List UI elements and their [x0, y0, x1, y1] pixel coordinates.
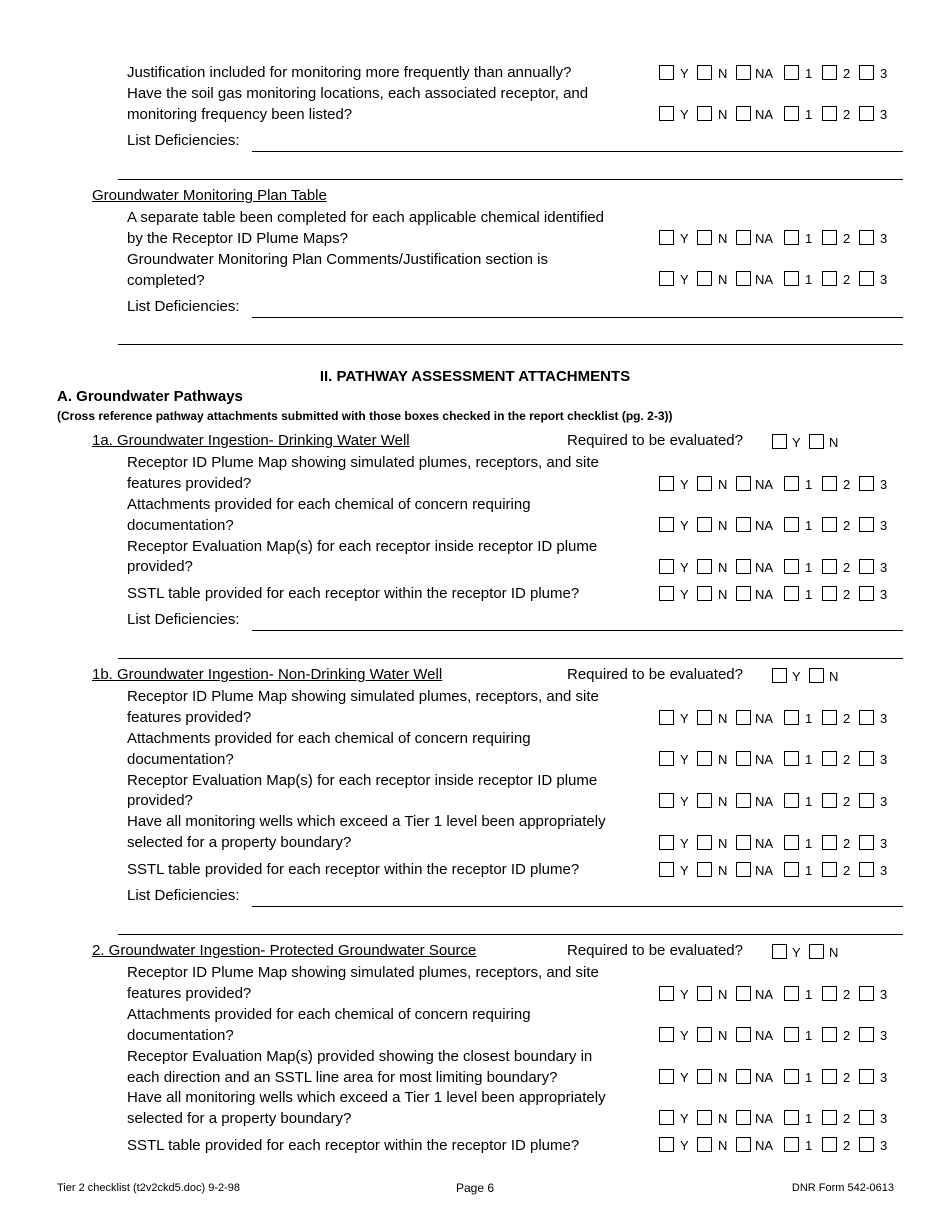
- checkbox-2[interactable]: [822, 1069, 837, 1084]
- checkbox-na-label: NA: [755, 1138, 774, 1153]
- question-text: A separate table been completed for each applicable chemical identified: [127, 209, 604, 226]
- checkbox-2-label: 2: [843, 794, 851, 809]
- checkbox-1[interactable]: [784, 1027, 799, 1042]
- checkbox-na[interactable]: [736, 559, 751, 574]
- list-deficiencies-label: List Deficiencies:: [127, 611, 240, 628]
- checkbox-2[interactable]: [822, 793, 837, 808]
- checkbox-2-label: 2: [843, 66, 851, 81]
- checkbox-2[interactable]: [822, 1137, 837, 1152]
- deficiencies-line[interactable]: [252, 906, 903, 907]
- checkbox-1[interactable]: [784, 586, 799, 601]
- checkbox-n-label: N: [718, 1138, 728, 1153]
- checkbox-2-label: 2: [843, 477, 851, 492]
- required-y-checkbox-label: Y: [792, 945, 801, 960]
- checkbox-na[interactable]: [736, 862, 751, 877]
- question-text: SSTL table provided for each receptor within the receptor ID plume?: [127, 585, 580, 602]
- checkbox-1[interactable]: [784, 1137, 799, 1152]
- checkbox-1[interactable]: [784, 835, 799, 850]
- checkbox-1-label: 1: [805, 231, 813, 246]
- checkbox-na-label: NA: [755, 1070, 774, 1085]
- checkbox-y-label: Y: [680, 794, 689, 809]
- checkbox-y[interactable]: [659, 517, 674, 532]
- checkbox-2-label: 2: [843, 560, 851, 575]
- checkbox-n[interactable]: [697, 862, 712, 877]
- required-y-checkbox[interactable]: [772, 434, 787, 449]
- checkbox-y[interactable]: [659, 1137, 674, 1152]
- checkbox-n-label: N: [718, 987, 728, 1002]
- checkbox-2-label: 2: [843, 1138, 851, 1153]
- checkbox-3[interactable]: [859, 1069, 874, 1084]
- question-text: features provided?: [127, 475, 252, 492]
- question-text: Receptor ID Plume Map showing simulated plumes, receptors, and site: [127, 454, 599, 471]
- question-text: documentation?: [127, 1027, 234, 1044]
- checkbox-3-label: 3: [880, 560, 888, 575]
- divider: [118, 344, 903, 345]
- checkbox-3-label: 3: [880, 794, 888, 809]
- checkbox-2[interactable]: [822, 271, 837, 286]
- checkbox-1[interactable]: [784, 1069, 799, 1084]
- checkbox-2[interactable]: [822, 476, 837, 491]
- checkbox-2[interactable]: [822, 517, 837, 532]
- checkbox-n-label: N: [718, 794, 728, 809]
- checkbox-y-label: Y: [680, 836, 689, 851]
- checkbox-y-label: Y: [680, 66, 689, 81]
- checkbox-3-label: 3: [880, 1028, 888, 1043]
- checkbox-na[interactable]: [736, 1027, 751, 1042]
- checkbox-na-label: NA: [755, 794, 774, 809]
- checkbox-y[interactable]: [659, 230, 674, 245]
- checkbox-3[interactable]: [859, 793, 874, 808]
- checkbox-y[interactable]: [659, 835, 674, 850]
- question-text: Attachments provided for each chemical of concern requiring: [127, 496, 531, 513]
- section-heading: 1a. Groundwater Ingestion- Drinking Water Well: [92, 432, 410, 449]
- checkbox-na[interactable]: [736, 835, 751, 850]
- checkbox-1[interactable]: [784, 862, 799, 877]
- checkbox-3[interactable]: [859, 586, 874, 601]
- checkbox-3-label: 3: [880, 1070, 888, 1085]
- checkbox-2-label: 2: [843, 836, 851, 851]
- checkbox-1-label: 1: [805, 711, 813, 726]
- checkbox-n[interactable]: [697, 586, 712, 601]
- question-text: selected for a property boundary?: [127, 1110, 352, 1127]
- deficiencies-line[interactable]: [252, 630, 903, 631]
- checkbox-3-label: 3: [880, 477, 888, 492]
- required-n-checkbox-label: N: [829, 945, 839, 960]
- question-text: Justification included for monitoring more frequently than annually?: [127, 64, 572, 81]
- checkbox-3-label: 3: [880, 107, 888, 122]
- checkbox-1-label: 1: [805, 987, 813, 1002]
- checkbox-3-label: 3: [880, 518, 888, 533]
- checkbox-y-label: Y: [680, 863, 689, 878]
- checkbox-y[interactable]: [659, 862, 674, 877]
- section-heading: Groundwater Monitoring Plan Table: [92, 187, 327, 204]
- question-text: by the Receptor ID Plume Maps?: [127, 230, 348, 247]
- checkbox-na-label: NA: [755, 836, 774, 851]
- checkbox-3[interactable]: [859, 1137, 874, 1152]
- checkbox-n[interactable]: [697, 559, 712, 574]
- checkbox-na[interactable]: [736, 751, 751, 766]
- checkbox-1-label: 1: [805, 107, 813, 122]
- checkbox-n[interactable]: [697, 271, 712, 286]
- checkbox-y-label: Y: [680, 477, 689, 492]
- checkbox-n-label: N: [718, 560, 728, 575]
- checkbox-2-label: 2: [843, 863, 851, 878]
- checkbox-y[interactable]: [659, 1027, 674, 1042]
- checkbox-y[interactable]: [659, 65, 674, 80]
- question-text: features provided?: [127, 709, 252, 726]
- checkbox-2[interactable]: [822, 559, 837, 574]
- checkbox-na[interactable]: [736, 986, 751, 1001]
- checkbox-n-label: N: [718, 231, 728, 246]
- checkbox-n[interactable]: [697, 793, 712, 808]
- list-deficiencies-label: List Deficiencies:: [127, 887, 240, 904]
- checkbox-3-label: 3: [880, 272, 888, 287]
- checkbox-1[interactable]: [784, 793, 799, 808]
- checkbox-y[interactable]: [659, 793, 674, 808]
- checkbox-na[interactable]: [736, 65, 751, 80]
- checkbox-na[interactable]: [736, 271, 751, 286]
- checkbox-2[interactable]: [822, 230, 837, 245]
- checkbox-1[interactable]: [784, 710, 799, 725]
- checkbox-2-label: 2: [843, 107, 851, 122]
- divider: [118, 934, 903, 935]
- footer-right: DNR Form 542-0613: [791, 1182, 894, 1194]
- checkbox-1[interactable]: [784, 517, 799, 532]
- checkbox-3[interactable]: [859, 559, 874, 574]
- checkbox-na[interactable]: [736, 1069, 751, 1084]
- checkbox-3-label: 3: [880, 836, 888, 851]
- checkbox-na[interactable]: [736, 1110, 751, 1125]
- checkbox-1-label: 1: [805, 272, 813, 287]
- required-n-checkbox-label: N: [829, 669, 839, 684]
- checkbox-n-label: N: [718, 863, 728, 878]
- checkbox-2[interactable]: [822, 862, 837, 877]
- checkbox-2-label: 2: [843, 231, 851, 246]
- question-text: Receptor Evaluation Map(s) for each receptor inside receptor ID plume: [127, 772, 598, 789]
- checkbox-2[interactable]: [822, 751, 837, 766]
- checkbox-na-label: NA: [755, 1028, 774, 1043]
- question-text: documentation?: [127, 751, 234, 768]
- checkbox-n-label: N: [718, 107, 728, 122]
- checkbox-2-label: 2: [843, 752, 851, 767]
- deficiencies-line[interactable]: [252, 317, 903, 318]
- checkbox-na[interactable]: [736, 710, 751, 725]
- checkbox-2[interactable]: [822, 710, 837, 725]
- checkbox-y[interactable]: [659, 106, 674, 121]
- question-text: selected for a property boundary?: [127, 834, 352, 851]
- required-y-checkbox[interactable]: [772, 944, 787, 959]
- checkbox-3[interactable]: [859, 751, 874, 766]
- footer-left: Tier 2 checklist (t2v2ckd5.doc) 9-2-98: [57, 1182, 240, 1194]
- checkbox-2[interactable]: [822, 986, 837, 1001]
- checkbox-na-label: NA: [755, 987, 774, 1002]
- checkbox-1[interactable]: [784, 751, 799, 766]
- required-y-checkbox-label: Y: [792, 435, 801, 450]
- question-text: Receptor Evaluation Map(s) for each receptor inside receptor ID plume: [127, 538, 598, 555]
- checkbox-2-label: 2: [843, 987, 851, 1002]
- checkbox-n[interactable]: [697, 65, 712, 80]
- question-text: Attachments provided for each chemical of concern requiring: [127, 730, 531, 747]
- checkbox-2[interactable]: [822, 1110, 837, 1125]
- checkbox-y[interactable]: [659, 1110, 674, 1125]
- checkbox-y[interactable]: [659, 1069, 674, 1084]
- divider: [118, 658, 903, 659]
- checkbox-y[interactable]: [659, 586, 674, 601]
- checkbox-n[interactable]: [697, 1069, 712, 1084]
- checkbox-na-label: NA: [755, 752, 774, 767]
- section-heading: 2. Groundwater Ingestion- Protected Groundwater Source: [92, 942, 477, 959]
- checkbox-y-label: Y: [680, 1138, 689, 1153]
- checkbox-1-label: 1: [805, 1028, 813, 1043]
- checkbox-3[interactable]: [859, 65, 874, 80]
- checkbox-na-label: NA: [755, 518, 774, 533]
- checkbox-n[interactable]: [697, 710, 712, 725]
- checkbox-na-label: NA: [755, 587, 774, 602]
- checkbox-1[interactable]: [784, 559, 799, 574]
- checkbox-1-label: 1: [805, 1138, 813, 1153]
- checkbox-1-label: 1: [805, 863, 813, 878]
- checkbox-na[interactable]: [736, 517, 751, 532]
- checkbox-na[interactable]: [736, 586, 751, 601]
- question-text: each direction and an SSTL line area for most limiting boundary?: [127, 1069, 558, 1086]
- question-text: Have the soil gas monitoring locations, each associated receptor, and: [127, 85, 589, 102]
- checkbox-3[interactable]: [859, 710, 874, 725]
- checkbox-y-label: Y: [680, 587, 689, 602]
- checkbox-3[interactable]: [859, 271, 874, 286]
- checkbox-3[interactable]: [859, 835, 874, 850]
- checkbox-y-label: Y: [680, 1070, 689, 1085]
- checkbox-1-label: 1: [805, 477, 813, 492]
- checkbox-1[interactable]: [784, 476, 799, 491]
- checkbox-na-label: NA: [755, 863, 774, 878]
- checkbox-y-label: Y: [680, 107, 689, 122]
- checkbox-2[interactable]: [822, 65, 837, 80]
- required-n-checkbox[interactable]: [809, 434, 824, 449]
- checkbox-na[interactable]: [736, 230, 751, 245]
- checkbox-y[interactable]: [659, 476, 674, 491]
- required-label: Required to be evaluated?: [567, 942, 743, 959]
- checkbox-y-label: Y: [680, 711, 689, 726]
- required-y-checkbox-label: Y: [792, 669, 801, 684]
- checkbox-3-label: 3: [880, 587, 888, 602]
- subsection-title: A. Groundwater Pathways: [57, 388, 243, 405]
- checkbox-1[interactable]: [784, 106, 799, 121]
- checkbox-3[interactable]: [859, 230, 874, 245]
- checkbox-na-label: NA: [755, 107, 774, 122]
- checkbox-n[interactable]: [697, 1110, 712, 1125]
- checkbox-3-label: 3: [880, 66, 888, 81]
- checkbox-1-label: 1: [805, 560, 813, 575]
- checkbox-2-label: 2: [843, 711, 851, 726]
- cross-reference-note: (Cross reference pathway attachments submitted with those boxes checked in the report checklist (pg. 2-3)): [57, 409, 673, 423]
- checkbox-y[interactable]: [659, 710, 674, 725]
- checkbox-na-label: NA: [755, 560, 774, 575]
- checkbox-3[interactable]: [859, 1110, 874, 1125]
- question-text: Have all monitoring wells which exceed a Tier 1 level been appropriately: [127, 813, 606, 830]
- question-text: documentation?: [127, 517, 234, 534]
- checkbox-1[interactable]: [784, 230, 799, 245]
- checkbox-1-label: 1: [805, 752, 813, 767]
- checkbox-3-label: 3: [880, 1138, 888, 1153]
- checkbox-y-label: Y: [680, 272, 689, 287]
- checkbox-n[interactable]: [697, 106, 712, 121]
- checkbox-2-label: 2: [843, 1111, 851, 1126]
- checkbox-3-label: 3: [880, 711, 888, 726]
- checkbox-1-label: 1: [805, 66, 813, 81]
- checkbox-1-label: 1: [805, 587, 813, 602]
- checkbox-n[interactable]: [697, 517, 712, 532]
- checkbox-2-label: 2: [843, 1028, 851, 1043]
- question-text: features provided?: [127, 985, 252, 1002]
- checkbox-na-label: NA: [755, 1111, 774, 1126]
- checkbox-n[interactable]: [697, 835, 712, 850]
- checkbox-n-label: N: [718, 518, 728, 533]
- checkbox-n[interactable]: [697, 1137, 712, 1152]
- checkbox-3[interactable]: [859, 862, 874, 877]
- checkbox-n-label: N: [718, 1070, 728, 1085]
- checkbox-1-label: 1: [805, 794, 813, 809]
- divider: [118, 179, 903, 180]
- question-text: completed?: [127, 272, 205, 289]
- checkbox-1-label: 1: [805, 1070, 813, 1085]
- checkbox-na[interactable]: [736, 793, 751, 808]
- checkbox-n-label: N: [718, 836, 728, 851]
- checkbox-n-label: N: [718, 752, 728, 767]
- checkbox-2-label: 2: [843, 518, 851, 533]
- section-title: II. PATHWAY ASSESSMENT ATTACHMENTS: [319, 368, 631, 385]
- checkbox-na-label: NA: [755, 66, 774, 81]
- checkbox-1-label: 1: [805, 518, 813, 533]
- checkbox-na[interactable]: [736, 106, 751, 121]
- checkbox-3[interactable]: [859, 1027, 874, 1042]
- question-text: SSTL table provided for each receptor within the receptor ID plume?: [127, 861, 580, 878]
- list-deficiencies-label: List Deficiencies:: [127, 298, 240, 315]
- checkbox-n-label: N: [718, 587, 728, 602]
- question-text: Have all monitoring wells which exceed a Tier 1 level been appropriately: [127, 1089, 606, 1106]
- checkbox-na-label: NA: [755, 711, 774, 726]
- checkbox-1[interactable]: [784, 1110, 799, 1125]
- checkbox-1[interactable]: [784, 271, 799, 286]
- question-text: Receptor Evaluation Map(s) provided showing the closest boundary in: [127, 1048, 593, 1065]
- checkbox-y-label: Y: [680, 1028, 689, 1043]
- section-heading: 1b. Groundwater Ingestion- Non-Drinking Water Well: [92, 666, 443, 683]
- required-n-checkbox[interactable]: [809, 944, 824, 959]
- question-text: Attachments provided for each chemical of concern requiring: [127, 1006, 531, 1023]
- required-label: Required to be evaluated?: [567, 432, 743, 449]
- checkbox-2-label: 2: [843, 1070, 851, 1085]
- checkbox-n-label: N: [718, 272, 728, 287]
- checkbox-2[interactable]: [822, 106, 837, 121]
- checkbox-2[interactable]: [822, 586, 837, 601]
- question-text: Receptor ID Plume Map showing simulated plumes, receptors, and site: [127, 964, 599, 981]
- checkbox-y-label: Y: [680, 752, 689, 767]
- deficiencies-line[interactable]: [252, 151, 903, 152]
- checkbox-na[interactable]: [736, 1137, 751, 1152]
- question-text: Receptor ID Plume Map showing simulated plumes, receptors, and site: [127, 688, 599, 705]
- question-text: provided?: [127, 558, 193, 575]
- checkbox-n-label: N: [718, 477, 728, 492]
- checkbox-n-label: N: [718, 66, 728, 81]
- required-n-checkbox-label: N: [829, 435, 839, 450]
- checkbox-3-label: 3: [880, 752, 888, 767]
- checkbox-y[interactable]: [659, 271, 674, 286]
- checkbox-na-label: NA: [755, 477, 774, 492]
- checkbox-y[interactable]: [659, 986, 674, 1001]
- checkbox-2-label: 2: [843, 272, 851, 287]
- checkbox-n-label: N: [718, 1028, 728, 1043]
- checkbox-1-label: 1: [805, 1111, 813, 1126]
- checkbox-3-label: 3: [880, 987, 888, 1002]
- checkbox-2-label: 2: [843, 587, 851, 602]
- checkbox-y-label: Y: [680, 231, 689, 246]
- checkbox-y[interactable]: [659, 751, 674, 766]
- checkbox-n[interactable]: [697, 476, 712, 491]
- list-deficiencies-label: List Deficiencies:: [127, 132, 240, 149]
- question-text: SSTL table provided for each receptor within the receptor ID plume?: [127, 1137, 580, 1154]
- checkbox-na-label: NA: [755, 231, 774, 246]
- checkbox-3[interactable]: [859, 106, 874, 121]
- question-text: Groundwater Monitoring Plan Comments/Justification section is: [127, 251, 549, 268]
- checkbox-y-label: Y: [680, 987, 689, 1002]
- checkbox-2[interactable]: [822, 835, 837, 850]
- question-text: monitoring frequency been listed?: [127, 106, 353, 123]
- checkbox-y-label: Y: [680, 1111, 689, 1126]
- checkbox-3-label: 3: [880, 231, 888, 246]
- checkbox-na-label: NA: [755, 272, 774, 287]
- checkbox-n-label: N: [718, 711, 728, 726]
- checkbox-1[interactable]: [784, 65, 799, 80]
- checkbox-3[interactable]: [859, 476, 874, 491]
- checkbox-na[interactable]: [736, 476, 751, 491]
- checkbox-3-label: 3: [880, 863, 888, 878]
- required-label: Required to be evaluated?: [567, 666, 743, 683]
- checkbox-1[interactable]: [784, 986, 799, 1001]
- page-number: Page 6: [455, 1181, 495, 1195]
- checkbox-n[interactable]: [697, 751, 712, 766]
- checkbox-1-label: 1: [805, 836, 813, 851]
- checkbox-3[interactable]: [859, 986, 874, 1001]
- checkbox-y-label: Y: [680, 560, 689, 575]
- required-y-checkbox[interactable]: [772, 668, 787, 683]
- checkbox-n[interactable]: [697, 230, 712, 245]
- checkbox-n-label: N: [718, 1111, 728, 1126]
- checkbox-2[interactable]: [822, 1027, 837, 1042]
- checkbox-n[interactable]: [697, 986, 712, 1001]
- checkbox-3[interactable]: [859, 517, 874, 532]
- checkbox-y-label: Y: [680, 518, 689, 533]
- checkbox-3-label: 3: [880, 1111, 888, 1126]
- required-n-checkbox[interactable]: [809, 668, 824, 683]
- checkbox-y[interactable]: [659, 559, 674, 574]
- question-text: provided?: [127, 792, 193, 809]
- checkbox-n[interactable]: [697, 1027, 712, 1042]
